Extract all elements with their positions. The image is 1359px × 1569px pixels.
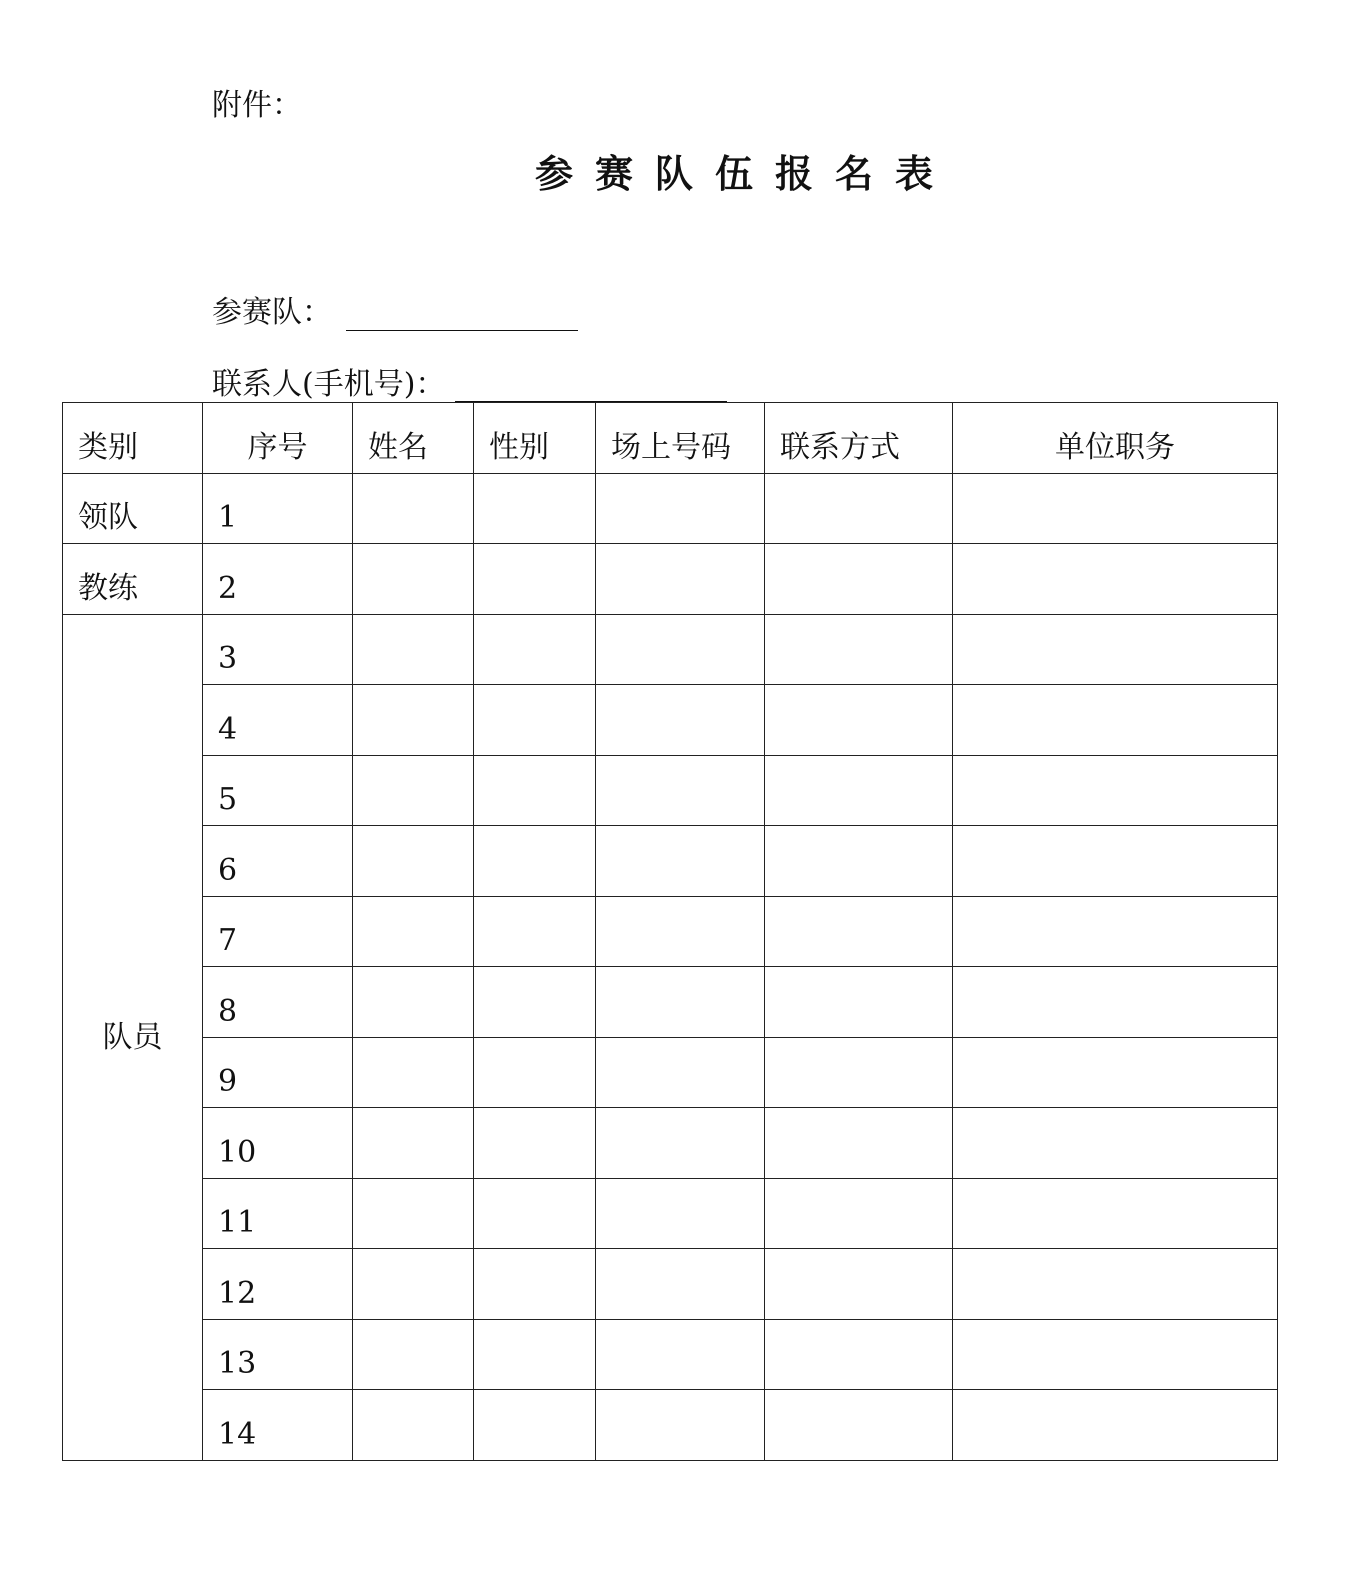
attachment-label: 附件： <box>212 88 302 123</box>
name-cell[interactable] <box>353 1108 474 1179</box>
contact-cell[interactable] <box>765 544 953 615</box>
gender-cell[interactable] <box>474 1178 596 1249</box>
number-cell: 10 <box>203 1108 353 1179</box>
jersey-cell[interactable] <box>596 1108 765 1179</box>
position-cell[interactable] <box>953 1319 1278 1390</box>
table-row <box>63 826 1278 897</box>
number-cell: 1 <box>203 473 353 544</box>
table-row <box>63 967 1278 1038</box>
position-cell[interactable] <box>953 755 1278 826</box>
jersey-cell[interactable] <box>596 685 765 756</box>
gender-cell[interactable] <box>474 1390 596 1461</box>
table-row <box>63 1319 1278 1390</box>
name-cell[interactable] <box>353 896 474 967</box>
header-jersey-number: 场上号码 <box>596 403 765 474</box>
table-header-row <box>63 403 1278 474</box>
name-cell[interactable] <box>353 685 474 756</box>
gender-cell[interactable] <box>474 755 596 826</box>
category-cell: 教练 <box>63 544 203 615</box>
gender-cell[interactable] <box>474 1319 596 1390</box>
contact-cell[interactable] <box>765 755 953 826</box>
category-cell: 队员 <box>63 614 203 1460</box>
table-row <box>63 1249 1278 1320</box>
header-name: 姓名 <box>353 403 474 474</box>
position-cell[interactable] <box>953 1108 1278 1179</box>
team-blank-line[interactable] <box>346 296 578 331</box>
jersey-cell[interactable] <box>596 1319 765 1390</box>
position-cell[interactable] <box>953 1178 1278 1249</box>
jersey-cell[interactable] <box>596 614 765 685</box>
registration-table <box>62 402 1278 1461</box>
name-cell[interactable] <box>353 1390 474 1461</box>
number-cell: 4 <box>203 685 353 756</box>
position-cell[interactable] <box>953 1249 1278 1320</box>
contact-cell[interactable] <box>765 1319 953 1390</box>
position-cell[interactable] <box>953 1390 1278 1461</box>
name-cell[interactable] <box>353 614 474 685</box>
page-title: 参赛队伍报名表 <box>535 151 956 196</box>
jersey-cell[interactable] <box>596 967 765 1038</box>
contact-cell[interactable] <box>765 1390 953 1461</box>
name-cell[interactable] <box>353 544 474 615</box>
jersey-cell[interactable] <box>596 1037 765 1108</box>
table-row <box>63 685 1278 756</box>
header-position: 单位职务 <box>953 403 1278 474</box>
contact-label: 联系人(手机号)： <box>212 367 446 402</box>
gender-cell[interactable] <box>474 826 596 897</box>
number-cell: 7 <box>203 896 353 967</box>
number-cell: 9 <box>203 1037 353 1108</box>
number-cell: 11 <box>203 1178 353 1249</box>
name-cell[interactable] <box>353 1037 474 1108</box>
header-gender: 性别 <box>474 403 596 474</box>
gender-cell[interactable] <box>474 967 596 1038</box>
gender-cell[interactable] <box>474 896 596 967</box>
table-row <box>63 1037 1278 1108</box>
position-cell[interactable] <box>953 896 1278 967</box>
number-cell: 13 <box>203 1319 353 1390</box>
table-row <box>63 544 1278 615</box>
name-cell[interactable] <box>353 1178 474 1249</box>
jersey-cell[interactable] <box>596 1390 765 1461</box>
position-cell[interactable] <box>953 826 1278 897</box>
name-cell[interactable] <box>353 826 474 897</box>
contact-blank-line[interactable] <box>455 367 727 403</box>
number-cell: 5 <box>203 755 353 826</box>
position-cell[interactable] <box>953 967 1278 1038</box>
jersey-cell[interactable] <box>596 544 765 615</box>
table-row <box>63 614 1278 685</box>
jersey-cell[interactable] <box>596 755 765 826</box>
name-cell[interactable] <box>353 755 474 826</box>
jersey-cell[interactable] <box>596 1178 765 1249</box>
name-cell[interactable] <box>353 473 474 544</box>
name-cell[interactable] <box>353 967 474 1038</box>
gender-cell[interactable] <box>474 685 596 756</box>
number-cell: 6 <box>203 826 353 897</box>
number-cell: 2 <box>203 544 353 615</box>
table-row <box>63 896 1278 967</box>
position-cell[interactable] <box>953 685 1278 756</box>
gender-cell[interactable] <box>474 473 596 544</box>
gender-cell[interactable] <box>474 614 596 685</box>
name-cell[interactable] <box>353 1249 474 1320</box>
contact-cell[interactable] <box>765 1108 953 1179</box>
position-cell[interactable] <box>953 544 1278 615</box>
table-row <box>63 1390 1278 1461</box>
contact-cell[interactable] <box>765 685 953 756</box>
position-cell[interactable] <box>953 1037 1278 1108</box>
contact-cell[interactable] <box>765 1178 953 1249</box>
table-row <box>63 1108 1278 1179</box>
gender-cell[interactable] <box>474 1249 596 1320</box>
contact-cell[interactable] <box>765 826 953 897</box>
jersey-cell[interactable] <box>596 896 765 967</box>
team-field <box>212 287 578 331</box>
contact-cell[interactable] <box>765 1037 953 1108</box>
jersey-cell[interactable] <box>596 473 765 544</box>
header-category: 类别 <box>63 403 203 474</box>
gender-cell[interactable] <box>474 1108 596 1179</box>
position-cell[interactable] <box>953 473 1278 544</box>
jersey-cell[interactable] <box>596 826 765 897</box>
contact-cell[interactable] <box>765 896 953 967</box>
table-row <box>63 1178 1278 1249</box>
contact-cell[interactable] <box>765 614 953 685</box>
team-label: 参赛队： <box>212 295 332 330</box>
jersey-cell[interactable] <box>596 1249 765 1320</box>
header-number: 序号 <box>203 403 353 474</box>
category-cell: 领队 <box>63 473 203 544</box>
gender-cell[interactable] <box>474 544 596 615</box>
contact-cell[interactable] <box>765 473 953 544</box>
position-cell[interactable] <box>953 614 1278 685</box>
number-cell: 12 <box>203 1249 353 1320</box>
table-row <box>63 755 1278 826</box>
name-cell[interactable] <box>353 1319 474 1390</box>
number-cell: 8 <box>203 967 353 1038</box>
number-cell: 14 <box>203 1390 353 1461</box>
gender-cell[interactable] <box>474 1037 596 1108</box>
contact-cell[interactable] <box>765 1249 953 1320</box>
header-contact: 联系方式 <box>765 403 953 474</box>
table-row <box>63 473 1278 544</box>
number-cell: 3 <box>203 614 353 685</box>
contact-cell[interactable] <box>765 967 953 1038</box>
contact-field <box>212 359 727 403</box>
